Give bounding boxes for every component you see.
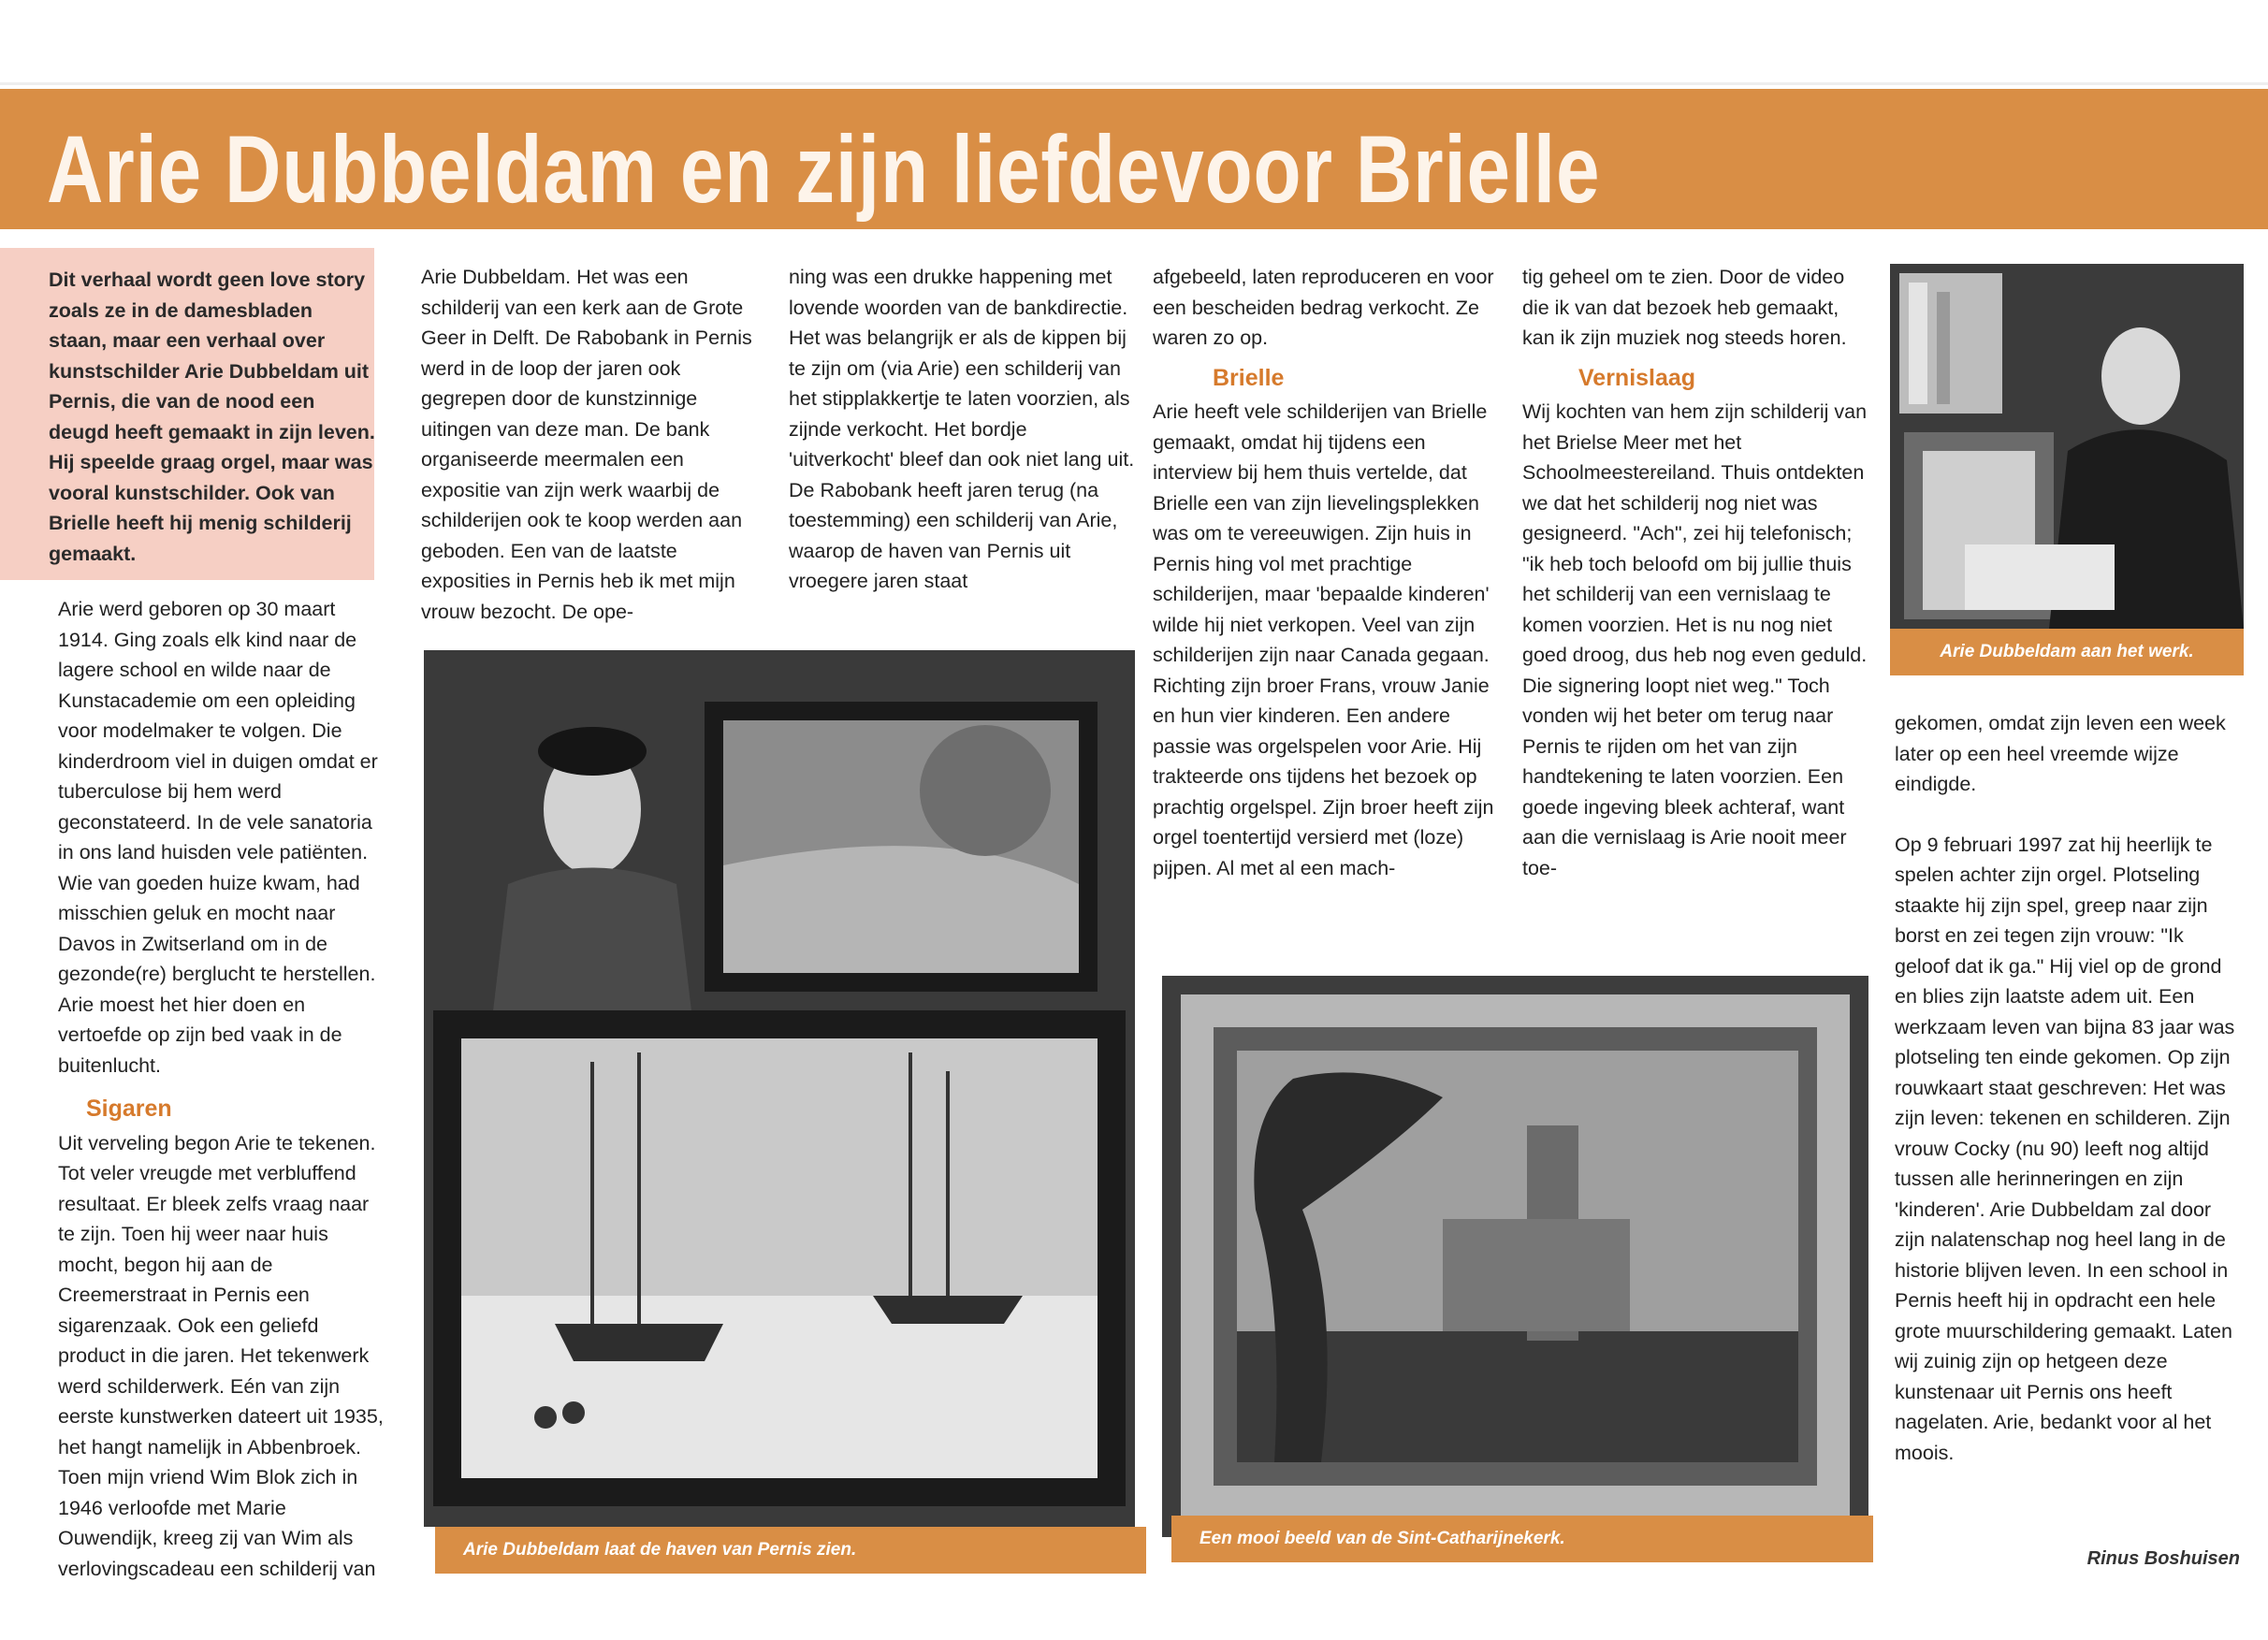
col6-paragraph-2: Op 9 februari 1997 zat hij heerlijk te spelen achter zijn orgel. Plotseling staakte hij zijn spel, greep naar zijn borst en zei tegen zijn vrouw: "Ik geloof dat ik ga." Hij viel op de grond en blies zijn laatste adem uit. Een werkzaam leven van bijna 83 jaar was plotseling ten einde gekomen. Op zijn rouwkaart staat geschreven: Het was zijn leven: tekenen en schilderen. Zijn vrouw Cocky (nu 90) leeft nog altijd tussen alle herinneringen en zijn 'kinderen'. Arie Dubbeldam zal door zijn nalatenschap nog heel lang in de historie blijven leven. In een school in Pernis heeft hij in opdracht een hele grote muurschildering gemaakt. Laten wij zuinig zijn op hetgeen deze kunstenaar uit Pernis ons heeft nagelaten. Arie, bedankt voor al het moois. — [1895, 833, 2235, 1464]
heading-sigaren: Sigaren — [86, 1096, 172, 1122]
caption-harbour-painting: Arie Dubbeldam laat de haven van Pernis zien. — [435, 1527, 1146, 1574]
heading-brielle: Brielle — [1213, 364, 1285, 391]
column-6 — [1895, 708, 2241, 1468]
col4-paragraph-2: Arie heeft vele schilderijen van Brielle gemaakt, omdat hij tijdens een interview bij hem thuis vertelde, dat Brielle een van zijn lievelingsplekken was om te vereeuwigen. Zijn huis in Pernis hing vol met prachtige schilderijen, maar 'bepaalde kinderen' wilde hij niet verkopen. Veel van zijn schilderijen zijn naar Canada gegaan. Richting zijn broer Frans, vrouw Janie en hun vier kinderen. Een andere passie was orgelspelen voor Arie. Hij trakteerde ons tijdens het bezoek op prachtig orgelspel. Zijn broer heeft zijn orgel toentertijd versierd met (loze) pijpen. Al met al een mach- — [1153, 400, 1494, 879]
author-byline: Rinus Boshuisen — [2086, 1548, 2240, 1569]
col1-paragraph-1: Arie werd geboren op 30 maart 1914. Ging zoals elk kind naar de lagere school en wilde naar de Kunstacademie om een opleiding voor modelmaker te volgen. Die kinderdroom viel in duigen omdat er tuberculose bij hem werd geconstateerd. In de vele sanatoria in ons land huisden vele patiënten. Wie van goeden huize kwam, had misschien geluk en mocht naar Davos in Zwitserland om in de gezonde(re) berglucht te herstellen. Arie moest het hier doen en vertoefde op zijn bed vaak in de buitenlucht. — [58, 598, 378, 1077]
col5-paragraph-2: Wij kochten van hem zijn schilderij van het Brielse Meer met het Schoolmeestereiland. Thuis ontdekten we dat het schilderij nog niet was gesigneerd. "Ach", zei hij telefonisch; "ik heb toch beloofd om bij jullie thuis het schilderij van een vernislaag te komen voorzien. Het is nu nog niet goed droog, dus heb nog even geduld. Die signering loopt niet weg." Toch vonden wij het beter om terug naar Pernis te rijden om het van zijn handtekening te laten voorzien. Een goede ingeving bleek achteraf, want aan die vernislaag is Arie nooit meer toe- — [1522, 400, 1868, 879]
intro-box — [0, 248, 374, 580]
photo-arie-at-work — [1890, 264, 2244, 629]
photo-harbour-painting — [424, 650, 1135, 1527]
column-1 — [58, 594, 390, 1584]
col2-paragraph: Arie Dubbeldam. Het was een schilderij van een kerk aan de Grote Geer in Delft. De Rabobank in Pernis werd in de loop der jaren ook gegrepen door de kunstzinnige uitingen van deze man. De bank organiseerde meermalen een expositie van zijn werk waarbij de schilderijen ook te koop werden aan geboden. Een van de laatste exposities in Pernis heb ik met mijn vrouw bezocht. De ope- — [421, 266, 752, 623]
intro-text: Dit verhaal wordt geen love story zoals ze in de damesbladen staan, maar een verhaal over kunstschilder Arie Dubbeldam uit Pernis, die van de nood een deugd heeft gemaakt in zijn leven. Hij speelde graag orgel, maar was vooral kunstschilder. Ook van Brielle heeft hij menig schilderij gemaakt. — [49, 268, 375, 565]
title-banner — [0, 89, 2268, 229]
col6-paragraph-1: gekomen, omdat zijn leven een week later op een heel vreemde wijze eindigde. — [1895, 712, 2226, 795]
photo-church-painting — [1162, 976, 1868, 1537]
column-3 — [789, 262, 1135, 597]
heading-vernislaag: Vernislaag — [1578, 364, 1696, 391]
col4-paragraph-1: afgebeeld, laten reproduceren en voor een bescheiden bedrag verkocht. Ze waren zo op. — [1153, 266, 1494, 349]
caption-arie-at-work: Arie Dubbeldam aan het werk. — [1890, 629, 2244, 675]
column-5 — [1522, 262, 1868, 883]
caption-church-painting: Een mooi beeld van de Sint-Catharijnekerk. — [1171, 1516, 1873, 1562]
page-title: Arie Dubbeldam en zijn liefdevoor Brielle — [47, 116, 1601, 223]
col1-paragraph-2: Uit verveling begon Arie te tekenen. Tot veler vreugde met verbluffend resultaat. Er bleek zelfs vraag naar te zijn. Toen hij weer naar huis mocht, begon hij aan de Creemerstraat in Pernis een sigarenzaak. Ook een geliefd product in die jaren. Het tekenwerk werd schilderwerk. Eén van zijn eerste kunstwerken dateert uit 1935, het hangt namelijk in Abbenbroek. Toen mijn vriend Wim Blok zich in 1946 verloofde met Marie Ouwendijk, kreeg zij van Wim als verlovingscadeau een schilderij van — [58, 1131, 384, 1580]
col5-paragraph-1: tig geheel om te zien. Door de video die ik van dat bezoek heb gemaakt, kan ik zijn muziek nog steeds horen. — [1522, 266, 1847, 349]
page-fold-line — [0, 82, 2268, 85]
column-2 — [421, 262, 765, 627]
col3-paragraph: ning was een drukke happening met lovende woorden van de bankdirectie. Het was belangrijk er als de kippen bij te zijn om (via Arie) een schilderij van het stipplakkertje te laten voorzien, als zijnde verkocht. Het bordje 'uitverkocht' bleef dan ook niet lang uit. De Rabobank heeft jaren terug (na toestemming) een schilderij van Arie, waarop de haven van Pernis uit vroegere jaren staat — [789, 266, 1135, 592]
column-4 — [1153, 262, 1499, 883]
